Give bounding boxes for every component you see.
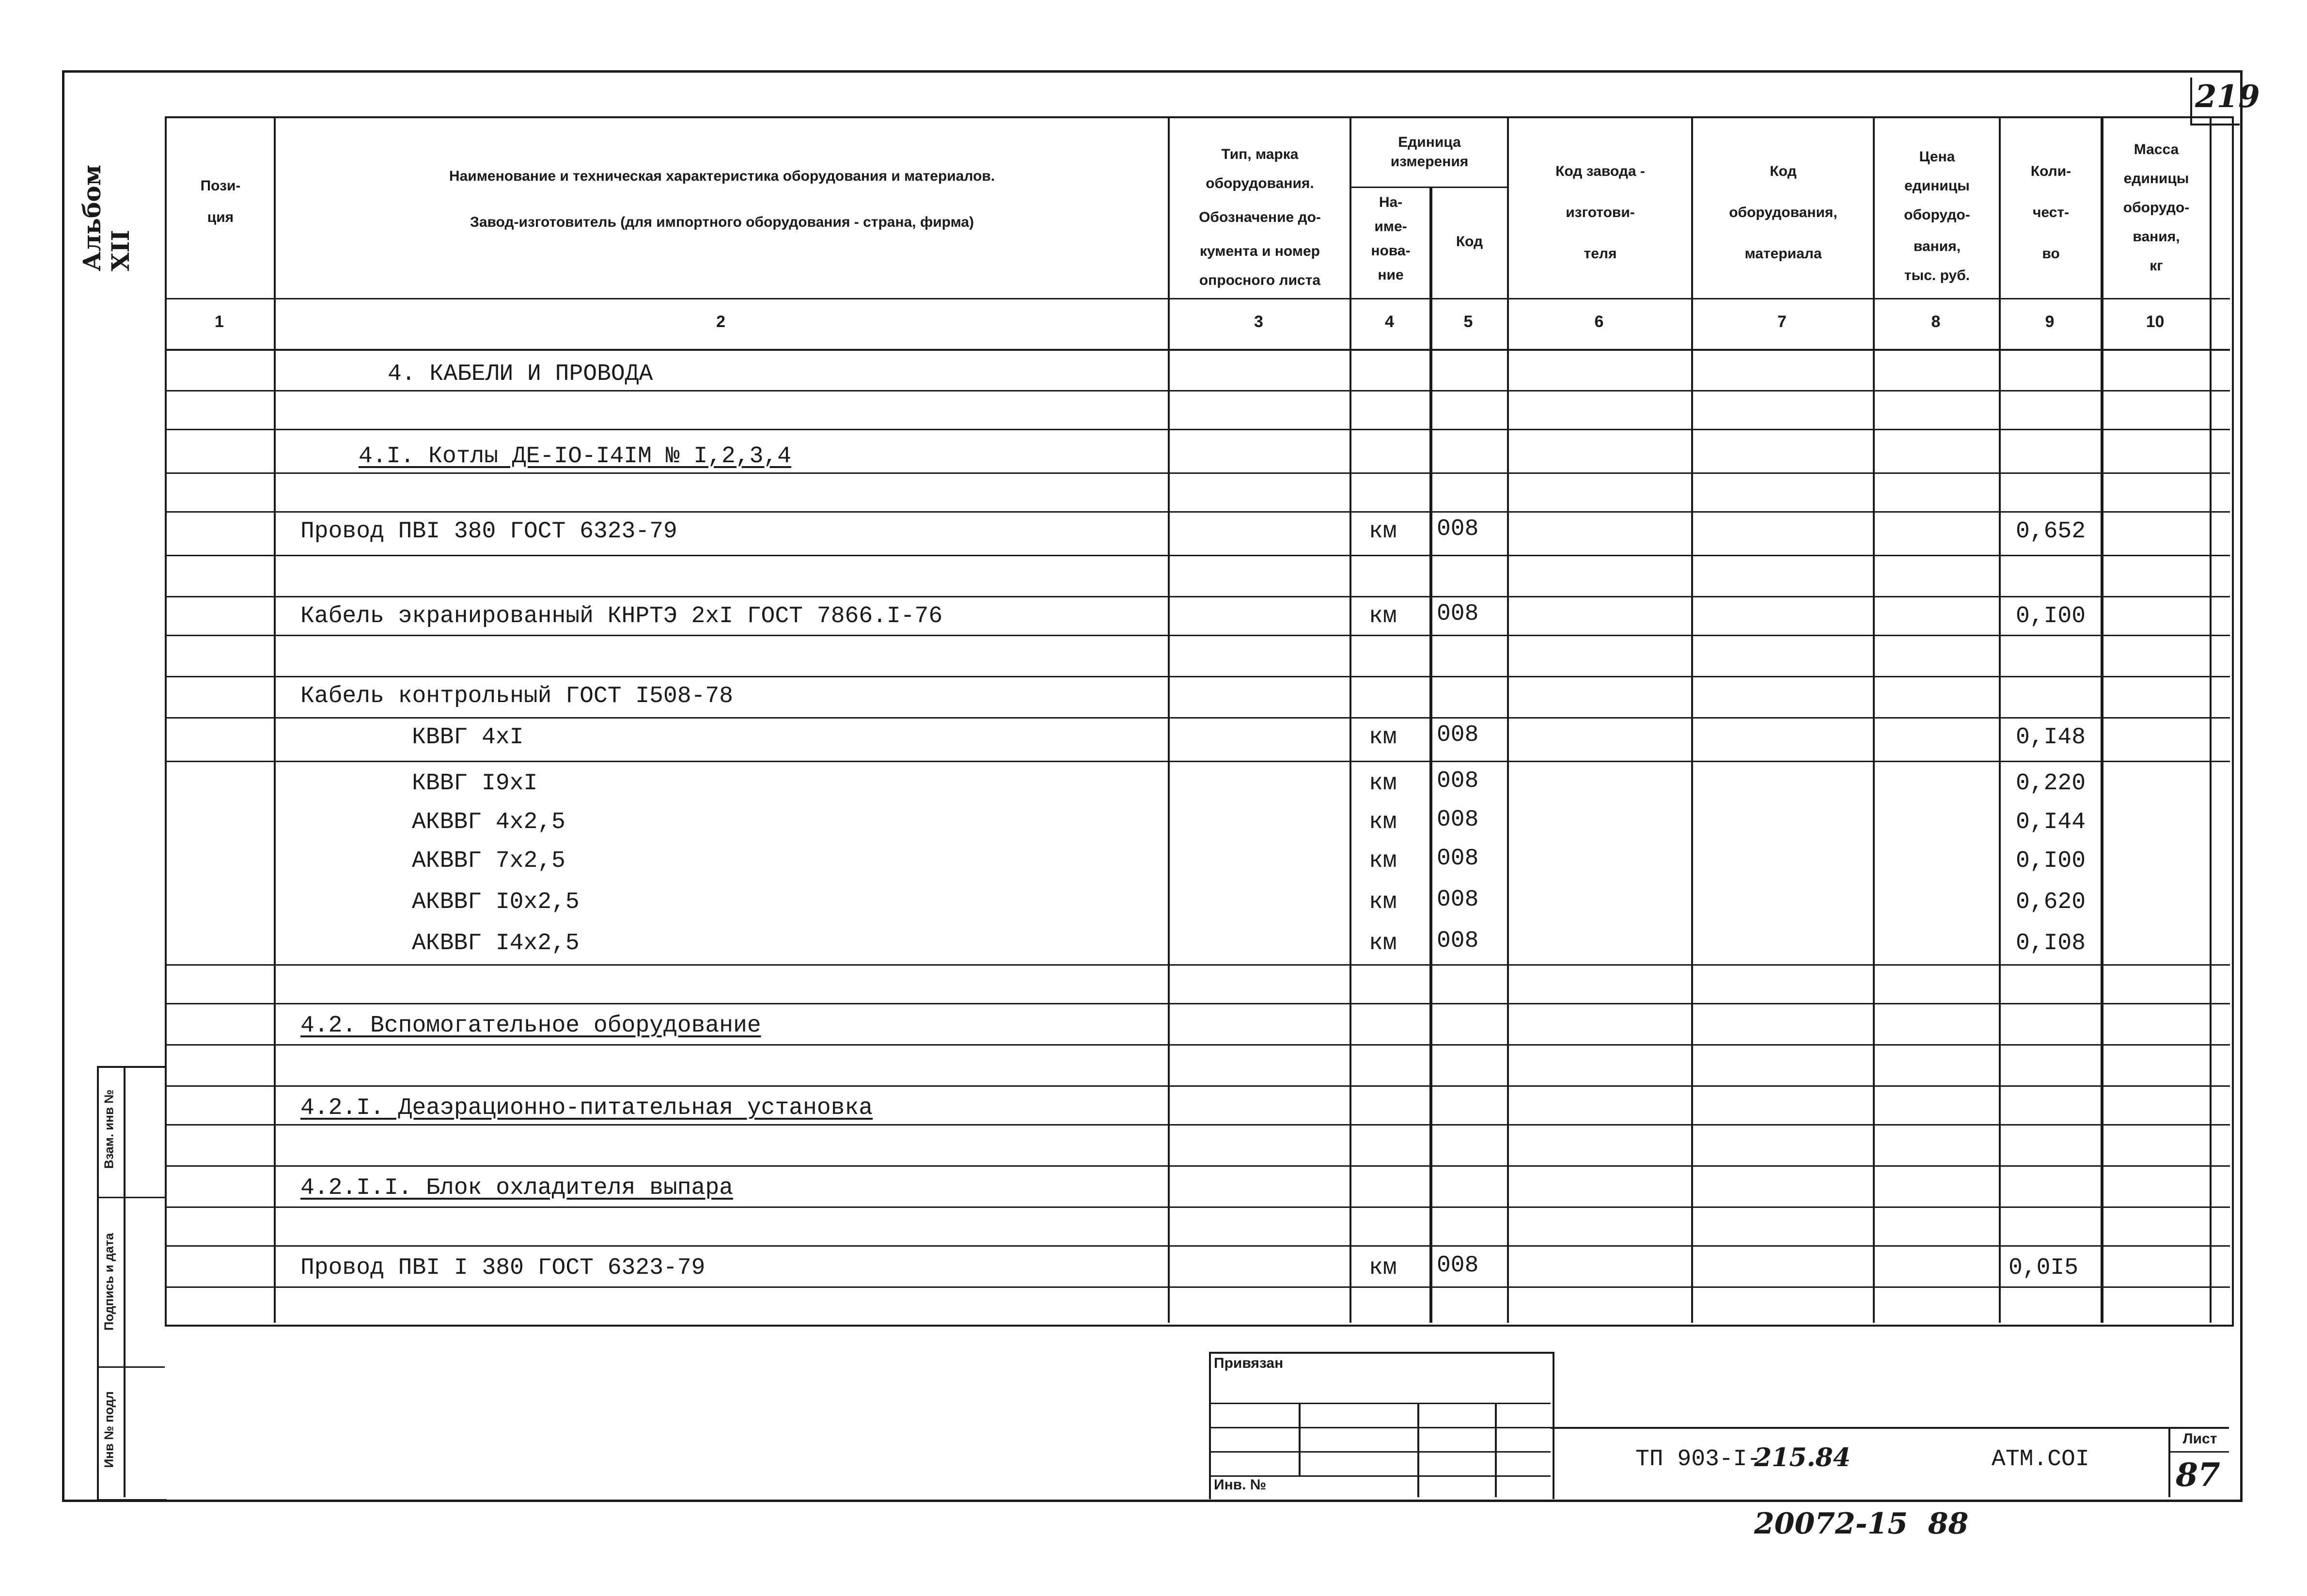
attached-label: Привязан <box>1214 1355 1284 1371</box>
attached-stamp-col <box>1495 1403 1497 1497</box>
attached-stamp-row <box>1209 1451 1551 1453</box>
col-line-5 <box>1429 187 1432 1323</box>
row-2-code: 008 <box>1437 516 1479 542</box>
row-line <box>165 429 2230 430</box>
side-stamp-row1 <box>97 1197 165 1198</box>
hdr-col10-l1: Масса <box>2134 141 2179 157</box>
side-stamp-row2 <box>97 1366 165 1368</box>
hdr-col3-l2: оборудования. <box>1206 175 1314 191</box>
hdr-col6-l3: теля <box>1584 246 1617 262</box>
row-6-qty: 0,220 <box>2016 770 2086 797</box>
row-11-name: 4.2. Вспомогательное оборудование <box>300 1013 761 1039</box>
row-10-qty: 0,I08 <box>2016 930 2086 956</box>
row-8-unit: км <box>1369 848 1397 874</box>
row-5-unit: км <box>1369 724 1397 751</box>
hdr-col9-l2: чест- <box>2032 204 2070 220</box>
unit-header-split <box>1350 187 1507 188</box>
row-line <box>165 596 2230 597</box>
hdr-col7-l3: материала <box>1744 246 1822 262</box>
hdr-col8-l4: вания, <box>1913 238 1961 254</box>
sheet-label: Лист <box>2182 1431 2217 1447</box>
attached-stamp-col <box>1299 1403 1301 1475</box>
hdr-col1-l2: ция <box>207 209 234 225</box>
row-line <box>165 676 2230 677</box>
row-line <box>165 717 2230 719</box>
doc-mark: АТМ.COI <box>1992 1446 2089 1472</box>
row-5-name: КВВГ 4хI <box>412 724 524 751</box>
row-9-code: 008 <box>1437 887 1479 913</box>
hdr-col4-l1: На- <box>1379 194 1403 210</box>
row-13-name: 4.2.I.I. Блок охладителя выпара <box>300 1175 733 1201</box>
hdr-col5: Код <box>1456 234 1483 250</box>
colnum-1: 1 <box>215 313 224 331</box>
hdr-col8-l3: оборудо- <box>1904 207 1970 223</box>
colnum-4: 4 <box>1385 313 1394 331</box>
row-line <box>165 472 2230 474</box>
colnum-8: 8 <box>1931 313 1941 331</box>
inv-no-label: Инв. № <box>1214 1477 1267 1493</box>
colnum-9: 9 <box>2045 313 2055 331</box>
hdr-unit-l2: измерения <box>1390 154 1469 170</box>
doc-number-handwritten: 215.84 <box>1754 1443 1851 1472</box>
hdr-col9-l3: во <box>2042 246 2060 262</box>
row-1-name: 4.I. Котлы ДЕ-IO-I4IM № I,2,3,4 <box>359 443 791 469</box>
row-6-unit: км <box>1369 770 1397 797</box>
row-5-qty: 0,I48 <box>2016 724 2086 751</box>
row-3-unit: км <box>1369 603 1397 629</box>
sheet-box-left <box>2168 1427 2170 1497</box>
doc-number-prefix: ТП 903-I- <box>1635 1446 1761 1472</box>
row-7-name: АКВВГ 4х2,5 <box>412 809 565 835</box>
hdr-col6-l2: изготови- <box>1566 204 1635 220</box>
col-line-3 <box>1168 116 1170 1323</box>
row-14-name: Провод ПВI I 380 ГОСТ 6323-79 <box>300 1255 706 1281</box>
row-7-code: 008 <box>1437 807 1479 833</box>
row-10-code: 008 <box>1437 928 1479 954</box>
col-line-6 <box>1507 116 1509 1323</box>
row-14-unit: км <box>1369 1255 1397 1281</box>
col-line-7 <box>1691 116 1693 1323</box>
row-7-qty: 0,I44 <box>2016 809 2086 835</box>
col-line-9 <box>1999 116 2001 1323</box>
attached-stamp-row <box>1209 1427 1551 1428</box>
attached-stamp-row <box>1209 1403 1551 1404</box>
hdr-col8-l5: тыс. руб. <box>1904 267 1970 283</box>
hdr-col10-l2: единицы <box>2123 171 2189 187</box>
row-12-name: 4.2.I. Деаэрационно-питательная установка <box>300 1095 873 1121</box>
colnum-2: 2 <box>716 313 725 331</box>
row-line <box>165 964 2230 966</box>
row-8-qty: 0,I00 <box>2016 848 2086 874</box>
colnum-6: 6 <box>1594 313 1604 331</box>
title-block-top <box>1551 1427 2229 1429</box>
hdr-col3-l3: Обозначение до- <box>1199 209 1321 225</box>
hdr-col1-l1: Пози- <box>200 178 241 194</box>
colnum-3: 3 <box>1254 313 1263 331</box>
row-14-code: 008 <box>1437 1252 1479 1279</box>
sheet-number: 87 <box>2176 1456 2220 1494</box>
row-line <box>165 390 2230 391</box>
row-3-name: Кабель экранированный КНРТЭ 2хI ГОСТ 7866.I-76 <box>300 603 943 629</box>
row-line <box>165 1124 2230 1126</box>
col-line-10 <box>2101 116 2103 1323</box>
hdr-col6-l1: Код завода - <box>1555 163 1645 179</box>
hdr-col8-l1: Цена <box>1919 149 1955 165</box>
hdr-col8-l2: единицы <box>1904 178 1970 194</box>
row-6-name: КВВГ I9хI <box>412 770 538 797</box>
hdr-col10-l4: вания, <box>2133 229 2180 245</box>
row-6-code: 008 <box>1437 768 1479 794</box>
row-line <box>165 1044 2230 1046</box>
attached-stamp-col <box>1417 1403 1419 1497</box>
hdr-col2-l1: Наименование и техническая характеристика оборудования и материалов. <box>449 168 995 184</box>
hdr-col4-l3: нова- <box>1371 243 1411 259</box>
row-10-unit: км <box>1369 930 1397 956</box>
row-9-unit: км <box>1369 889 1397 915</box>
hdr-col9-l1: Коли- <box>2030 163 2072 179</box>
hdr-col10-l3: оборудо- <box>2123 200 2190 216</box>
row-line <box>165 635 2230 636</box>
row-line <box>165 1165 2230 1167</box>
row-7-unit: км <box>1369 809 1397 835</box>
side-stamp-signature-date: Подпись и дата <box>101 1233 116 1331</box>
row-line <box>165 1206 2230 1208</box>
row-line <box>165 555 2230 556</box>
row-line <box>165 1003 2230 1004</box>
row-14-qty: 0,0I5 <box>2009 1255 2079 1281</box>
row-4-name: Кабель контрольный ГОСТ I508-78 <box>300 683 733 709</box>
col-line-4 <box>1350 116 1351 1323</box>
hdr-unit-l1: Единица <box>1398 134 1461 150</box>
side-stamp-divider <box>124 1066 126 1497</box>
colnum-10: 10 <box>2146 313 2165 331</box>
row-2-unit: км <box>1369 518 1397 545</box>
hdr-col7-l1: Код <box>1770 163 1797 179</box>
row-9-qty: 0,620 <box>2016 889 2086 915</box>
row-5-code: 008 <box>1437 722 1479 748</box>
hdr-col3-l5: опросного листа <box>1199 272 1321 288</box>
col-line-2 <box>274 116 276 1323</box>
hdr-col3-l1: Тип, марка <box>1221 146 1299 162</box>
row-8-name: АКВВГ 7х2,5 <box>412 848 565 874</box>
row-2-name: Провод ПВI 380 ГОСТ 6323-79 <box>300 518 677 545</box>
side-album-label: Альбом XII <box>78 164 135 271</box>
col-line-end <box>2210 116 2212 1323</box>
hdr-col2-l2: Завод-изготовитель (для импортного оборудования - страна, фирма) <box>470 214 974 230</box>
hdr-col4-l2: име- <box>1374 219 1407 235</box>
row-line <box>165 761 2230 762</box>
col-line-8 <box>1873 116 1875 1323</box>
side-stamp-inv-replace: Взам. инв № <box>101 1089 116 1169</box>
row-3-qty: 0,I00 <box>2016 603 2086 629</box>
row-2-qty: 0,652 <box>2016 518 2086 545</box>
row-0-name: 4. КАБЕЛИ И ПРОВОДА <box>388 361 653 387</box>
hdr-col7-l2: оборудования, <box>1729 204 1837 220</box>
bottom-note: 20072-15 88 <box>1754 1507 1969 1541</box>
colnum-7: 7 <box>1777 313 1787 331</box>
hdr-col4-l4: ние <box>1378 267 1404 283</box>
row-10-name: АКВВГ I4х2,5 <box>412 930 580 956</box>
side-stamp-inv-original: Инв № подл <box>101 1391 116 1468</box>
hdr-col3-l4: кумента и номер <box>1199 243 1320 259</box>
hdr-col10-l5: кг <box>2150 258 2163 274</box>
sheet-box-divider <box>2168 1451 2229 1453</box>
colnum-bottom <box>165 349 2230 351</box>
colnum-5: 5 <box>1463 313 1473 331</box>
row-8-code: 008 <box>1437 845 1479 872</box>
row-line <box>165 1245 2230 1247</box>
header-bottom <box>165 298 2230 299</box>
row-line <box>165 1286 2230 1288</box>
corner-sheet-number: 219 <box>2195 78 2260 115</box>
row-line <box>165 1085 2230 1087</box>
row-line <box>165 511 2230 513</box>
row-9-name: АКВВГ I0х2,5 <box>412 889 580 915</box>
row-3-code: 008 <box>1437 601 1479 627</box>
